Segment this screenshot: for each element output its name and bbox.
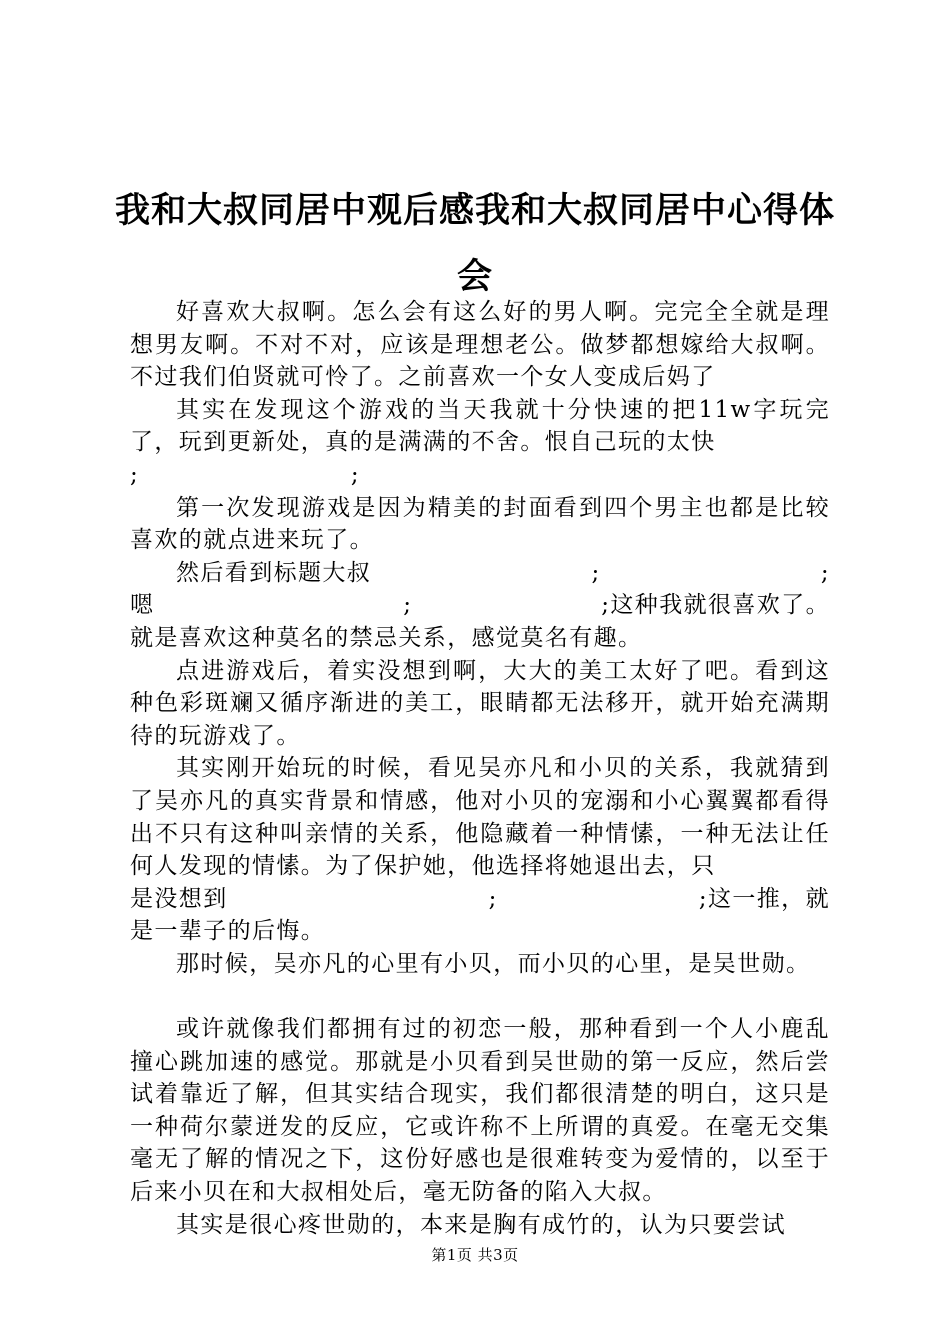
paragraph-6: 其实刚开始玩的时候，看见吴亦凡和小贝的关系，我就猜到了吴亦凡的真实背景和情感，他对小贝的宠溺和小心翼翼都看得出不只有这种叫亲情的关系，他隐藏着一种情愫，一种无法让任何人发现的情愫。为了保护她，他选择将她退出去，只	[130, 755, 830, 880]
paragraph-4-rest: 就是喜欢这种莫名的禁忌关系，感觉莫名有趣。	[130, 624, 643, 651]
page-footer: 第1页 共3页	[431, 1246, 519, 1264]
paragraph-2-tail	[130, 459, 830, 492]
paragraph-4-line-1	[130, 557, 830, 590]
text-fragment: 是没想到	[130, 885, 228, 912]
paragraph-6-rest: 是一辈子的后悔。	[130, 918, 326, 945]
semicolon: ;	[350, 461, 360, 488]
semicolon: ;	[130, 461, 140, 488]
semicolon: ;	[488, 885, 498, 912]
text-fragment: ;这种我就很喜欢了。	[601, 592, 830, 619]
text-fragment: 然后看到标题大叔	[176, 559, 372, 586]
text-fragment: 嗯	[130, 592, 155, 619]
paragraph-9: 其实是很心疼世勋的，本来是胸有成竹的，认为只要尝试	[176, 1211, 786, 1238]
paragraph-7: 那时候，吴亦凡的心里有小贝，而小贝的心里，是吴世勋。	[176, 950, 811, 977]
semicolon: ;	[403, 592, 413, 619]
paragraph-5: 点进游戏后，着实没想到啊，大大的美工太好了吧。看到这种色彩斑斓又循序渐进的美工，眼睛都无法移开，就开始充满期待的玩游戏了。	[130, 657, 830, 749]
semicolon: ;	[591, 559, 601, 586]
text-fragment: ;这一推，就	[698, 885, 830, 912]
paragraph-1: 好喜欢大叔啊。怎么会有这么好的男人啊。完完全全就是理想男友啊。不对不对，应该是理想老公。做梦都想嫁给大叔啊。不过我们伯贤就可怜了。之前喜欢一个女人变成后妈了	[130, 299, 830, 391]
paragraph-2: 其实在发现这个游戏的当天我就十分快速的把11w字玩完了，玩到更新处，真的是满满的不舍。恨自己玩的太快	[130, 396, 830, 456]
paragraph-8: 或许就像我们都拥有过的初恋一般，那种看到一个人小鹿乱撞心跳加速的感觉。那就是小贝看到吴世勋的第一反应，然后尝试着靠近了解，但其实结合现实，我们都很清楚的明白，这只是一种荷尔蒙迸发的反应，它或许称不上所谓的真爱。在毫无交集毫无了解的情况之下，这份好感也是很难转变为爱情的，以至于后来小贝在和大叔相处后，毫无防备的陷入大叔。	[130, 1016, 830, 1206]
paragraph-4-line-2	[130, 589, 830, 622]
paragraph-3: 第一次发现游戏是因为精美的封面看到四个男主也都是比较喜欢的就点进来玩了。	[130, 494, 830, 554]
page-title: 我和大叔同居中观后感我和大叔同居中心得体会	[114, 191, 835, 297]
paragraph-6-line	[130, 883, 830, 916]
semicolon: ;	[820, 559, 830, 586]
document-body	[130, 296, 830, 1241]
